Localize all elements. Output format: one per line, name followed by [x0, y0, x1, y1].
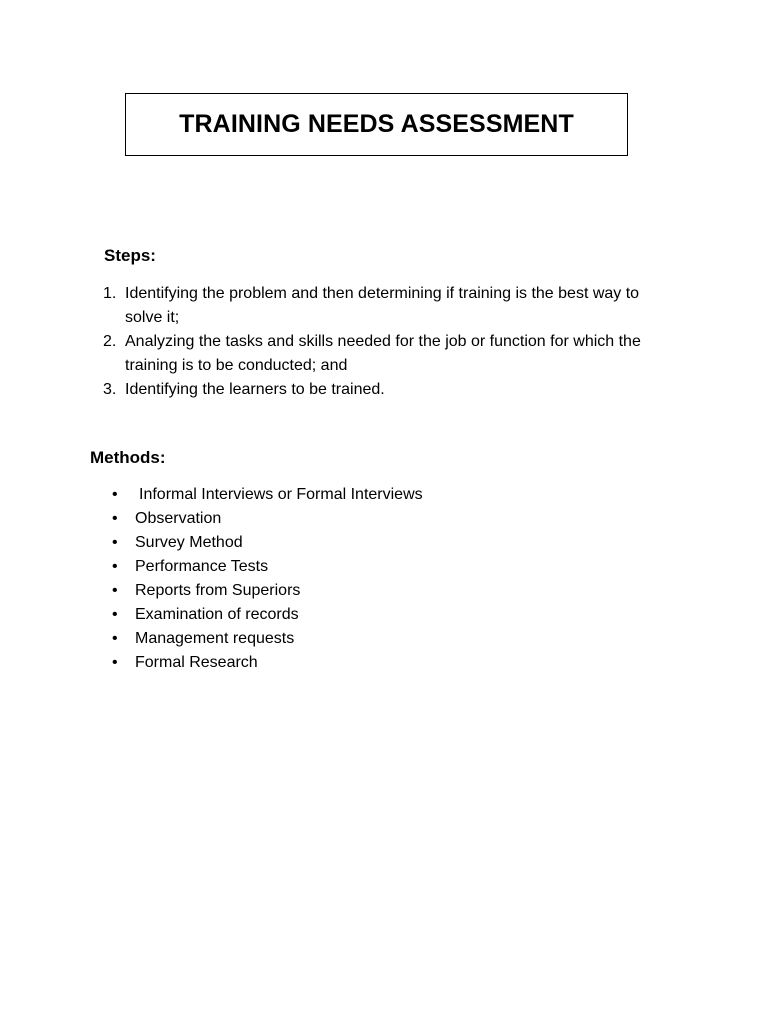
- method-text: Formal Research: [135, 654, 258, 671]
- bullet-icon: •: [112, 630, 118, 647]
- step-item: [100, 378, 680, 402]
- method-item: [112, 507, 423, 531]
- method-text: Survey Method: [135, 534, 243, 551]
- method-item: [112, 603, 423, 627]
- steps-list: [100, 282, 680, 402]
- methods-list: [112, 483, 423, 675]
- step-item: [100, 330, 680, 378]
- bullet-icon: •: [112, 582, 118, 599]
- document-title: TRAINING NEEDS ASSESSMENT: [179, 110, 574, 138]
- method-text: Observation: [135, 510, 222, 527]
- method-item: [112, 579, 423, 603]
- methods-heading: Methods:: [90, 448, 166, 467]
- method-item: [112, 651, 423, 675]
- bullet-icon: •: [112, 510, 118, 527]
- bullet-icon: •: [112, 534, 118, 551]
- method-item: [112, 531, 423, 555]
- bullet-icon: •: [112, 606, 118, 623]
- step-number: 1.: [103, 285, 117, 302]
- step-item: [100, 282, 680, 330]
- method-text: Reports from Superiors: [135, 582, 301, 599]
- step-text: Identifying the learners to be trained.: [125, 381, 385, 398]
- steps-heading: Steps:: [104, 246, 156, 265]
- method-text: Examination of records: [135, 606, 299, 623]
- method-text: Performance Tests: [135, 558, 269, 575]
- step-number: 2.: [103, 333, 117, 350]
- method-text: Informal Interviews or Formal Interviews: [139, 486, 423, 503]
- title-box: [125, 93, 628, 156]
- method-item: [112, 555, 423, 579]
- bullet-icon: •: [112, 486, 118, 503]
- step-text: Identifying the problem and then determining if training is the best way to solve it;: [125, 285, 640, 326]
- step-number: 3.: [103, 381, 117, 398]
- bullet-icon: •: [112, 654, 118, 671]
- method-text: Management requests: [135, 630, 295, 647]
- step-text: Analyzing the tasks and skills needed for the job or function for which the training is to be conducted; and: [125, 333, 641, 374]
- bullet-icon: •: [112, 558, 118, 575]
- method-item: [112, 483, 423, 507]
- method-item: [112, 627, 423, 651]
